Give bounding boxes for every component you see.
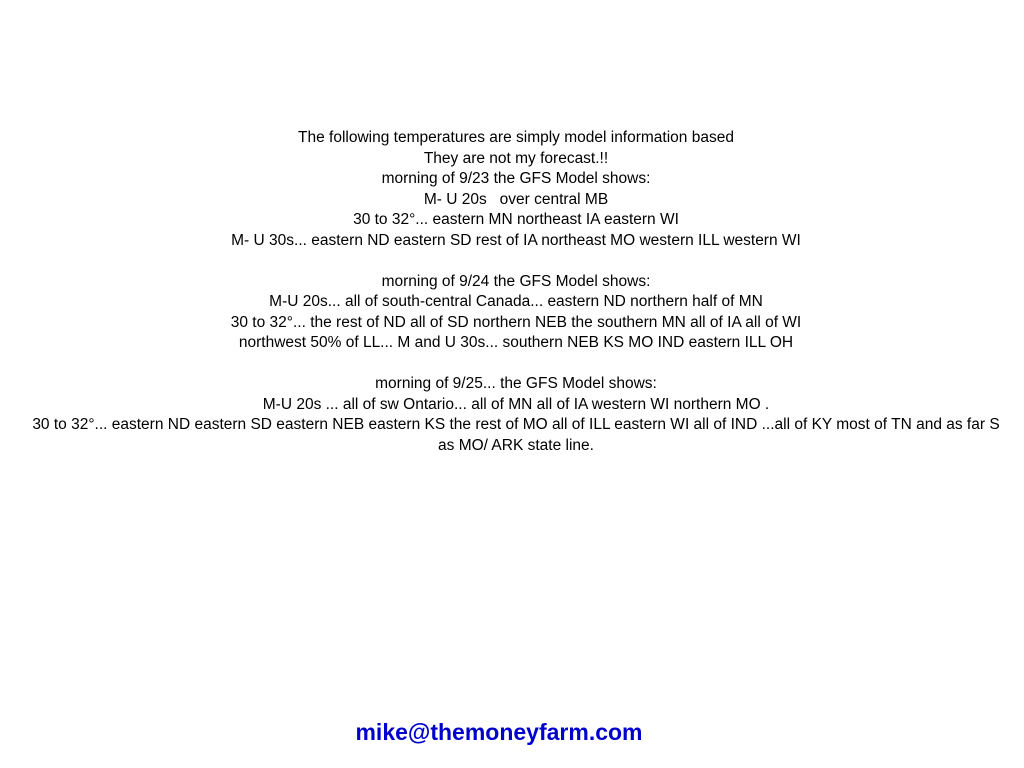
day2-line-1: M-U 20s... all of south-central Canada... eastern ND northern half of MN xyxy=(269,293,763,310)
day1-line-2: 30 to 32°... eastern MN northeast IA eastern WI xyxy=(353,211,679,228)
day2-line-3: northwest 50% of LL... M and U 30s... southern NEB KS MO IND eastern ILL OH xyxy=(238,334,794,351)
day1-heading: morning of 9/23 the GFS Model shows: xyxy=(381,170,651,187)
day3-heading: morning of 9/25... the GFS Model shows: xyxy=(375,375,657,392)
day2-heading: morning of 9/24 the GFS Model shows: xyxy=(381,272,651,290)
paragraph-spacer xyxy=(30,251,1002,272)
day3-line-1: M-U 20s ... all of sw Ontario... all of MN all of IA western WI northern MO . xyxy=(262,395,770,413)
day3-line-2: 30 to 32°... eastern ND eastern SD eastern NEB eastern KS the rest of MO all of ILL eastern WI all of IND ...all of KY most of TN and as far S as MO/ ARK state line. xyxy=(32,416,1004,454)
forecast-text-block xyxy=(30,128,1002,456)
day1-line-1: M- U 20s over central MB xyxy=(423,190,609,208)
day2-line-2: 30 to 32°... the rest of ND all of SD northern NEB the southern MN all of IA all of WI xyxy=(230,313,802,331)
contact-email-link[interactable]: mike@themoneyfarm.com xyxy=(355,719,643,745)
disclaimer-line-2: They are not my forecast.!! xyxy=(423,149,609,167)
disclaimer-line-1: The following temperatures are simply model information based xyxy=(298,129,734,146)
day1-line-3: M- U 30s... eastern ND eastern SD rest of IA northeast MO western ILL western WI xyxy=(231,231,801,249)
paragraph-spacer xyxy=(30,354,1002,375)
